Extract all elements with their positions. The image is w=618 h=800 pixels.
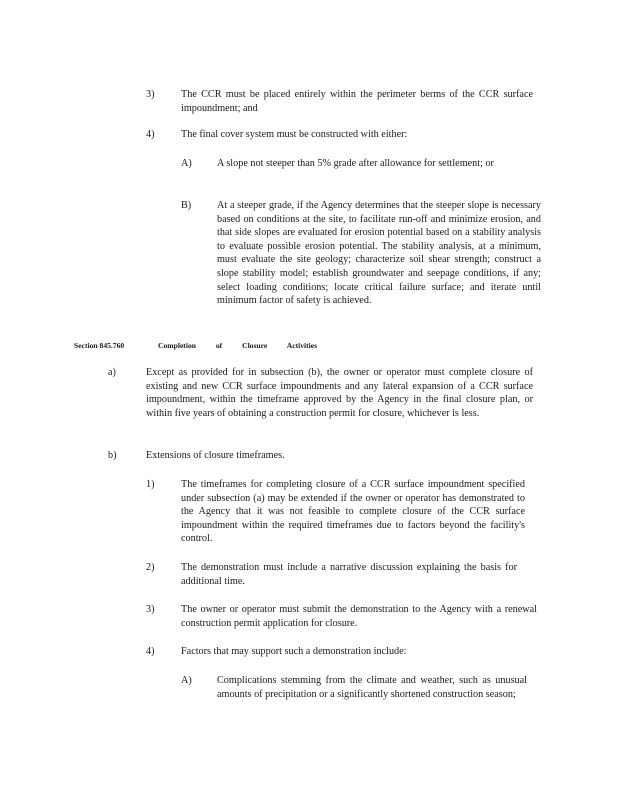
item-B-text: At a steeper grade, if the Agency determines that the steeper slope is necessary based on conditions at the site, to facilitate run-off and minimize erosion, and that side slopes are evaluated for erosion potential based on a stability analysis to evaluate possible erosion potential. The stability analysis, at a minimum, must evaluate the site geology; characterize soil shear strength; construct a slope stability model; establish groundwater and seepage conditions, if any; select loading conditions; locate critical failure surface; and iterate until minimum factor of safety is achieved. [217,200,541,307]
item-label: 3) [146,604,155,615]
item-label: A) [181,158,192,169]
item-label: b) [108,450,117,461]
item-b-text: Extensions of closure timeframes. [146,450,285,461]
item-label: 2) [146,562,155,573]
item-label: B) [181,200,192,211]
item-a-text: Except as provided for in subsection (b), the owner or operator must complete closure of existing and new CCR surface impoundments and any lateral expansion of a CCR surface impoundment, within the timeframe approved by the Agency in the final closure plan, or within five years of obtaining a construction permit for closure, whichever is less. [146,367,533,419]
item-label: 3) [146,89,155,100]
item-3-text: The CCR must be placed entirely within the perimeter berms of the CCR surface impoundment; and [181,89,533,114]
item-2-text: The demonstration must include a narrative discussion explaining the basis for additional time. [181,562,517,587]
item-3b-text: The owner or operator must submit the demonstration to the Agency with a renewal construction permit application for closure. [181,604,537,629]
section-title: Completion of Closure Activities [158,341,318,350]
item-4b-text: Factors that may support such a demonstration include: [181,646,407,657]
item-label: A) [181,675,192,686]
item-label: 4) [146,129,155,140]
item-label: 4) [146,646,155,657]
section-number: Section 845.760 [74,341,125,350]
item-1-text: The timeframes for completing closure of a CCR surface impoundment specified under subsection (a) may be extended if the owner or operator has demonstrated to the Agency that it was not feasible to complete closure of the CCR surface impoundment within the required timeframes due to factors beyond the facility's control. [181,479,525,545]
item-4-text: The final cover system must be constructed with either: [181,129,408,140]
item-label: a) [108,367,116,378]
item-A2-text: Complications stemming from the climate and weather, such as unusual amounts of precipitation or a significantly shortened construction season; [217,675,527,700]
item-label: 1) [146,479,155,490]
item-A-text: A slope not steeper than 5% grade after allowance for settlement; or [217,158,494,169]
